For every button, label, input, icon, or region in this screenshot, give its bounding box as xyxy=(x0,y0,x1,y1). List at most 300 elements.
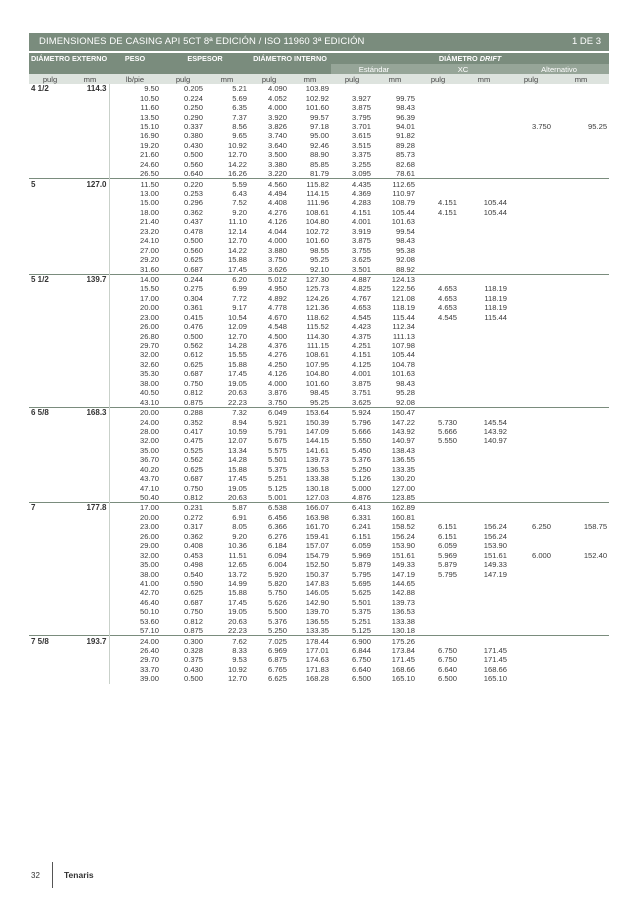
espesor-mm: 17.45 xyxy=(227,597,247,607)
drift-alt-mm xyxy=(553,483,609,492)
peso-value: 19.20 xyxy=(109,141,161,150)
od-inches xyxy=(29,264,71,274)
drift-xc-mm xyxy=(459,217,509,226)
od-mm xyxy=(71,294,109,303)
drift-alt-in: 6.250 xyxy=(531,522,551,532)
od-inches xyxy=(29,417,71,426)
drift-std-in: 4.423 xyxy=(351,322,371,332)
drift-alt-mm xyxy=(553,217,609,226)
od-mm xyxy=(71,541,109,550)
interno-mm: 121.36 xyxy=(305,303,329,313)
drift-xc-in xyxy=(417,331,459,340)
espesor-mm: 12.70 xyxy=(227,331,247,341)
od-inches xyxy=(29,588,71,597)
od-mm xyxy=(71,245,109,254)
espesor-mm: 5.69 xyxy=(232,93,247,103)
espesor-mm: 10.92 xyxy=(227,140,247,150)
drift-std-in xyxy=(331,84,373,93)
drift-xc-in xyxy=(417,236,459,245)
page-number: 32 xyxy=(31,871,40,880)
unit-label: mm xyxy=(373,74,417,84)
table-row xyxy=(29,84,609,93)
espesor-in: 0.362 xyxy=(183,531,203,541)
drift-alt-mm xyxy=(553,560,609,569)
drift-std-in: 4.125 xyxy=(351,359,371,369)
drift-std-in: 3.501 xyxy=(351,264,371,274)
peso-value: 17.00 xyxy=(109,503,161,513)
drift-alt-in xyxy=(509,397,553,407)
drift-std-in: 5.695 xyxy=(351,578,371,588)
peso-value: 41.00 xyxy=(109,579,161,588)
casing-dimensions-table xyxy=(29,53,609,684)
drift-alt-mm xyxy=(553,655,609,664)
col-espesor: ESPESOR xyxy=(161,53,249,64)
interno-in: 3.626 xyxy=(267,264,287,274)
espesor-mm: 8.05 xyxy=(232,522,247,532)
interno-mm: 95.25 xyxy=(309,255,329,265)
drift-std-mm: 98.43 xyxy=(395,378,415,388)
table-row xyxy=(29,455,609,464)
interno-mm: 95.00 xyxy=(309,131,329,141)
drift-std-in: 6.151 xyxy=(351,531,371,541)
peso-value: 10.50 xyxy=(109,93,161,102)
od-inches xyxy=(29,131,71,140)
drift-alt-in xyxy=(509,331,553,340)
od-inches xyxy=(29,493,71,503)
drift-alt-mm xyxy=(553,189,609,198)
peso-value: 27.00 xyxy=(109,245,161,254)
od-inches xyxy=(29,350,71,359)
espesor-mm: 15.88 xyxy=(227,464,247,474)
drift-alt-mm xyxy=(553,313,609,322)
drift-std-in: 3.255 xyxy=(351,159,371,169)
interno-in: 7.025 xyxy=(249,636,289,646)
drift-xc-mm: 171.45 xyxy=(483,646,507,656)
drift-xc-mm xyxy=(459,322,509,331)
drift-xc-mm: 156.24 xyxy=(483,522,507,532)
espesor-in: 0.288 xyxy=(161,407,205,417)
table-row xyxy=(29,522,609,531)
od-inches xyxy=(29,112,71,121)
espesor-in: 0.687 xyxy=(183,264,203,274)
drift-std-in: 3.625 xyxy=(351,397,371,407)
espesor-in: 0.750 xyxy=(183,378,203,388)
od-inches xyxy=(29,284,71,293)
table-row xyxy=(29,122,609,131)
od-mm xyxy=(71,208,109,217)
drift-std-mm: 110.97 xyxy=(392,189,415,199)
peso-value: 20.00 xyxy=(109,407,161,417)
peso-value: 21.60 xyxy=(109,150,161,159)
drift-xc-mm xyxy=(459,369,509,378)
drift-alt-in xyxy=(509,255,553,264)
peso-value: 36.70 xyxy=(109,455,161,464)
drift-alt-in xyxy=(509,598,553,607)
interno-in: 4.778 xyxy=(267,303,287,313)
table-row xyxy=(29,255,609,264)
interno-in: 3.220 xyxy=(267,169,287,179)
espesor-in: 0.430 xyxy=(183,140,203,150)
peso-value: 46.40 xyxy=(109,598,161,607)
espesor-mm: 20.63 xyxy=(227,388,247,398)
drift-alt-mm xyxy=(553,179,609,189)
drift-alt-mm xyxy=(553,141,609,150)
peso-value: 32.00 xyxy=(109,550,161,559)
table-row xyxy=(29,341,609,350)
drift-xc-in xyxy=(417,112,459,121)
od-mm xyxy=(71,379,109,388)
od-mm xyxy=(71,227,109,236)
drift-xc-mm xyxy=(459,513,509,522)
espesor-mm: 7.72 xyxy=(232,293,247,303)
espesor-in: 0.562 xyxy=(183,341,203,351)
interno-in: 5.012 xyxy=(249,274,289,284)
od-mm xyxy=(71,532,109,541)
drift-xc-in xyxy=(417,122,459,131)
espesor-mm: 6.99 xyxy=(232,284,247,294)
drift-alt-mm xyxy=(553,436,609,445)
interno-mm: 85.85 xyxy=(309,159,329,169)
peso-value: 9.50 xyxy=(109,84,161,93)
peso-value: 11.50 xyxy=(109,179,161,189)
od-mm xyxy=(71,455,109,464)
interno-mm: 147.83 xyxy=(305,578,329,588)
od-inches xyxy=(29,331,71,340)
interno-mm: 127.03 xyxy=(305,493,329,503)
interno-in: 6.094 xyxy=(267,550,287,560)
interno-in: 4.126 xyxy=(267,217,287,227)
drift-xc-mm xyxy=(459,236,509,245)
drift-std-mm: 156.24 xyxy=(391,531,415,541)
peso-value: 24.00 xyxy=(109,417,161,426)
drift-xc-mm: 147.19 xyxy=(483,569,507,579)
od-mm xyxy=(71,446,109,455)
drift-xc-mm xyxy=(459,598,509,607)
od-inches xyxy=(29,313,71,322)
drift-std-mm: 133.38 xyxy=(391,616,415,626)
drift-std-mm: 104.78 xyxy=(391,359,415,369)
drift-xc-in xyxy=(417,255,459,264)
peso-value: 29.20 xyxy=(109,255,161,264)
espesor-in: 0.500 xyxy=(183,236,203,246)
drift-xc-mm xyxy=(459,93,509,102)
espesor-mm: 10.59 xyxy=(227,426,247,436)
interno-mm: 157.07 xyxy=(305,541,329,551)
drift-std-mm: 130.20 xyxy=(391,474,415,484)
drift-xc-mm: 118.19 xyxy=(484,303,507,313)
od-inches: 7 5/8 xyxy=(29,636,71,646)
espesor-in: 0.612 xyxy=(183,350,203,360)
espesor-mm: 6.20 xyxy=(205,274,249,284)
drift-std-mm: 158.52 xyxy=(391,522,415,532)
espesor-in: 0.352 xyxy=(183,417,203,427)
drift-std-mm: 92.08 xyxy=(395,397,415,407)
espesor-mm: 7.37 xyxy=(232,112,247,122)
drift-xc-in: 6.750 xyxy=(437,646,457,656)
espesor-in: 0.275 xyxy=(183,284,203,294)
drift-std-in: 4.767 xyxy=(351,293,371,303)
drift-xc-mm: 165.10 xyxy=(483,674,507,684)
drift-alt-mm: 152.40 xyxy=(583,550,608,560)
drift-xc-in xyxy=(417,407,459,417)
drift-std-mm: 139.73 xyxy=(391,597,415,607)
drift-xc-in xyxy=(417,369,459,378)
od-inches xyxy=(29,541,71,550)
table-row xyxy=(29,646,609,655)
interno-in: 5.125 xyxy=(267,483,287,493)
drift-std-mm: 88.92 xyxy=(395,264,415,274)
espesor-mm: 19.05 xyxy=(227,607,247,617)
drift-xc-mm xyxy=(459,331,509,340)
peso-value: 32.00 xyxy=(109,350,161,359)
interno-mm: 139.73 xyxy=(305,455,329,465)
drift-std-in: 5.125 xyxy=(351,626,371,636)
interno-in: 4.044 xyxy=(267,226,287,236)
od-inches xyxy=(29,598,71,607)
drift-xc-mm xyxy=(459,189,509,198)
drift-alt-in xyxy=(509,160,553,169)
espesor-mm: 12.07 xyxy=(227,436,247,446)
drift-alt-in xyxy=(509,607,553,616)
drift-alt-mm xyxy=(553,160,609,169)
drift-xc-mm xyxy=(459,579,509,588)
drift-alt-in xyxy=(509,245,553,254)
drift-std-mm: 140.97 xyxy=(391,436,415,446)
interno-in: 3.750 xyxy=(267,397,287,407)
peso-value: 38.00 xyxy=(109,569,161,578)
page-indicator: 1 DE 3 xyxy=(571,36,601,47)
interno-mm: 152.50 xyxy=(305,560,329,570)
drift-alt-mm xyxy=(553,227,609,236)
od-mm xyxy=(71,131,109,140)
peso-value: 29.70 xyxy=(109,655,161,664)
table-row xyxy=(29,350,609,359)
table-row xyxy=(29,569,609,578)
espesor-in: 0.317 xyxy=(183,522,203,532)
drift-alt-in xyxy=(509,588,553,597)
interno-mm: 133.38 xyxy=(305,474,329,484)
drift-alt-mm xyxy=(553,303,609,312)
interno-mm: 146.05 xyxy=(305,588,329,598)
peso-value: 53.60 xyxy=(109,617,161,626)
od-inches xyxy=(29,427,71,436)
espesor-mm: 13.34 xyxy=(227,445,247,455)
drift-alt-in xyxy=(509,169,553,179)
drift-std-mm: 105.44 xyxy=(391,350,415,360)
interno-in: 6.366 xyxy=(267,522,287,532)
interno-mm: 133.35 xyxy=(305,626,329,636)
drift-alt-in xyxy=(509,541,553,550)
od-mm xyxy=(71,588,109,597)
table-row xyxy=(29,150,609,159)
table-title-banner xyxy=(29,33,609,51)
drift-alt-in xyxy=(509,274,553,284)
interno-mm: 107.95 xyxy=(305,359,329,369)
peso-value: 57.10 xyxy=(109,626,161,636)
espesor-in: 0.250 xyxy=(183,103,203,113)
drift-std-mm: 147.22 xyxy=(391,417,415,427)
table-row xyxy=(29,588,609,597)
table-row xyxy=(29,179,609,189)
peso-value: 24.10 xyxy=(109,236,161,245)
drift-alt-in xyxy=(509,388,553,397)
od-inches xyxy=(29,369,71,378)
drift-alt-in xyxy=(509,360,553,369)
drift-std-in: 5.376 xyxy=(351,455,371,465)
od-inches xyxy=(29,236,71,245)
drift-alt-in xyxy=(509,303,553,312)
interno-in: 5.251 xyxy=(267,474,287,484)
drift-std-mm: 147.19 xyxy=(391,569,415,579)
drift-alt-mm xyxy=(553,465,609,474)
od-mm xyxy=(71,427,109,436)
espesor-in: 0.560 xyxy=(183,245,203,255)
drift-alt-in xyxy=(509,626,553,636)
od-mm xyxy=(71,150,109,159)
espesor-in: 0.525 xyxy=(183,445,203,455)
od-inches xyxy=(29,103,71,112)
drift-std-mm: 171.45 xyxy=(391,655,415,665)
interno-mm: 99.57 xyxy=(309,112,329,122)
drift-std-in: 4.283 xyxy=(351,198,371,208)
interno-in: 5.375 xyxy=(267,464,287,474)
unit-label: pulg xyxy=(29,74,71,84)
espesor-in: 0.244 xyxy=(161,274,205,284)
col-estandar: Estándar xyxy=(331,64,417,74)
drift-xc-in: 4.653 xyxy=(437,284,457,294)
drift-xc-mm xyxy=(459,341,509,350)
drift-alt-in xyxy=(509,264,553,274)
drift-xc-in xyxy=(417,388,459,397)
drift-alt-mm xyxy=(553,369,609,378)
od-mm xyxy=(71,141,109,150)
od-mm xyxy=(71,465,109,474)
table-row xyxy=(29,541,609,550)
od-mm xyxy=(71,483,109,492)
peso-value: 13.50 xyxy=(109,112,161,121)
drift-alt-mm xyxy=(553,93,609,102)
espesor-in: 0.415 xyxy=(183,312,203,322)
od-inches xyxy=(29,617,71,626)
drift-std-in: 5.450 xyxy=(351,445,371,455)
interno-in: 6.765 xyxy=(267,664,287,674)
table-row xyxy=(29,665,609,674)
drift-xc-mm xyxy=(459,455,509,464)
drift-std-in: 3.927 xyxy=(351,93,371,103)
interno-mm: 81.79 xyxy=(309,169,329,179)
drift-alt-mm xyxy=(553,513,609,522)
od-inches xyxy=(29,626,71,636)
drift-std-mm: 112.34 xyxy=(392,322,415,332)
drift-std-mm: 99.54 xyxy=(395,226,415,236)
interno-mm: 98.45 xyxy=(309,388,329,398)
table-row xyxy=(29,483,609,492)
peso-value: 50.40 xyxy=(109,493,161,503)
peso-value: 29.70 xyxy=(109,341,161,350)
espesor-mm: 17.45 xyxy=(227,369,247,379)
table-row xyxy=(29,103,609,112)
peso-value: 18.00 xyxy=(109,208,161,217)
drift-alt-mm xyxy=(553,294,609,303)
od-mm xyxy=(71,303,109,312)
espesor-mm: 12.09 xyxy=(227,322,247,332)
drift-std-mm: 98.43 xyxy=(395,103,415,113)
interno-in: 5.250 xyxy=(267,626,287,636)
drift-std-in: 3.875 xyxy=(351,378,371,388)
drift-xc-mm: 105.44 xyxy=(483,198,507,208)
drift-std-in: 4.887 xyxy=(331,274,373,284)
od-mm xyxy=(71,513,109,522)
header-row-main xyxy=(29,53,609,64)
drift-std-in: 6.750 xyxy=(351,655,371,665)
espesor-mm: 17.45 xyxy=(227,264,247,274)
drift-xc-in xyxy=(417,350,459,359)
od-inches xyxy=(29,189,71,198)
drift-std-in: 3.515 xyxy=(351,140,371,150)
interno-mm: 163.98 xyxy=(305,512,329,522)
drift-xc-mm: 171.45 xyxy=(483,655,507,665)
espesor-in: 0.625 xyxy=(183,464,203,474)
drift-alt-in xyxy=(509,493,553,503)
drift-xc-mm xyxy=(459,626,509,636)
interno-in: 6.049 xyxy=(249,407,289,417)
drift-alt-mm xyxy=(553,474,609,483)
od-inches xyxy=(29,227,71,236)
drift-xc-in xyxy=(417,503,459,513)
drift-xc-mm: 145.54 xyxy=(483,417,507,427)
od-inches: 7 xyxy=(29,503,71,513)
drift-xc-mm xyxy=(459,446,509,455)
drift-xc-in: 6.151 xyxy=(437,531,457,541)
table-row xyxy=(29,274,609,284)
interno-mm: 168.28 xyxy=(305,674,329,684)
interno-in: 3.880 xyxy=(267,245,287,255)
drift-xc-in: 5.550 xyxy=(437,436,457,446)
drift-alt-mm xyxy=(553,579,609,588)
od-inches xyxy=(29,245,71,254)
interno-in: 6.625 xyxy=(267,674,287,684)
od-inches: 5 xyxy=(29,179,71,189)
drift-xc-mm: 153.90 xyxy=(483,541,507,551)
drift-std-in: 6.640 xyxy=(351,664,371,674)
drift-std-in: 6.241 xyxy=(351,522,371,532)
unit-label: mm xyxy=(459,74,509,84)
drift-std-mm: 78.61 xyxy=(395,169,415,179)
espesor-in: 0.253 xyxy=(183,189,203,199)
espesor-in: 0.328 xyxy=(183,646,203,656)
espesor-in: 0.337 xyxy=(183,121,203,131)
interno-in: 6.969 xyxy=(267,646,287,656)
drift-alt-mm xyxy=(553,360,609,369)
drift-std-mm: 143.92 xyxy=(391,426,415,436)
interno-mm: 154.79 xyxy=(305,550,329,560)
drift-xc-mm xyxy=(459,122,509,131)
espesor-in: 0.430 xyxy=(183,664,203,674)
od-inches xyxy=(29,665,71,674)
od-inches xyxy=(29,474,71,483)
espesor-in: 0.362 xyxy=(183,207,203,217)
drift-alt-mm xyxy=(553,103,609,112)
drift-xc-in xyxy=(417,379,459,388)
od-mm xyxy=(71,255,109,264)
espesor-mm: 10.92 xyxy=(227,664,247,674)
header-row-sub xyxy=(29,64,609,74)
interno-mm: 166.07 xyxy=(289,503,331,513)
drift-xc-mm xyxy=(459,588,509,597)
table-row xyxy=(29,407,609,417)
od-mm xyxy=(71,112,109,121)
interno-mm: 115.52 xyxy=(306,322,329,332)
